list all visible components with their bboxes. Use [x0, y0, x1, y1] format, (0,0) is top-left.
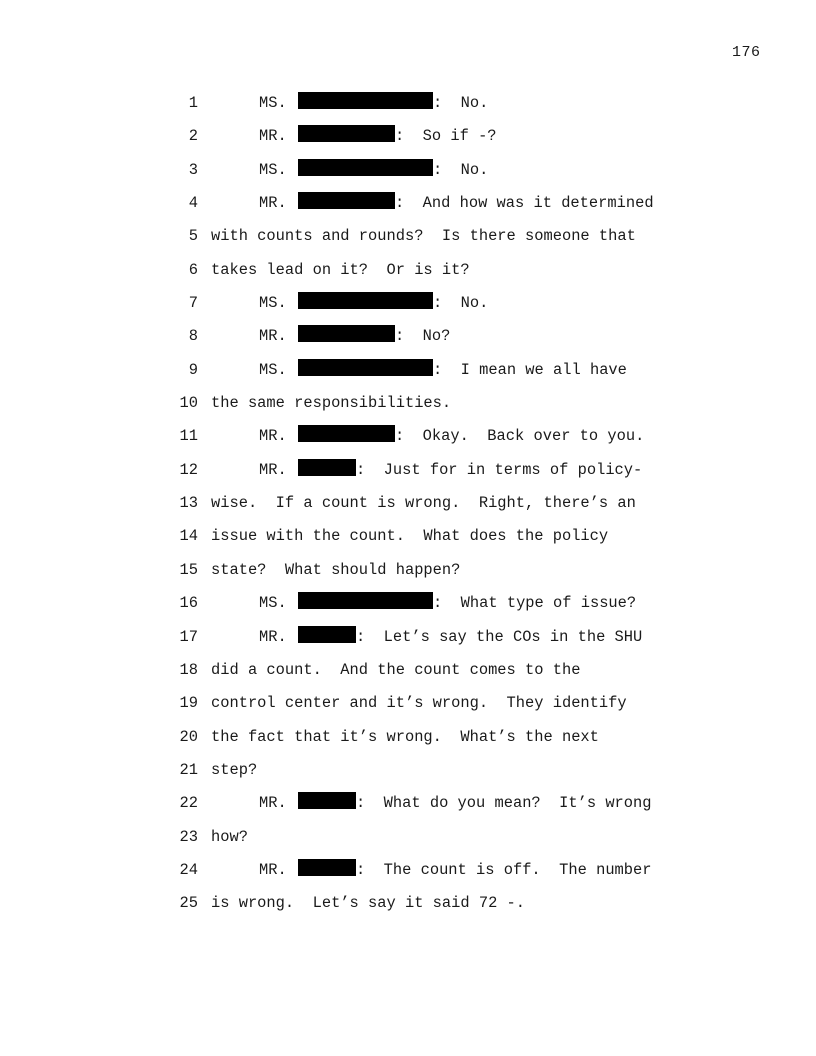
- line-text: [259, 192, 654, 214]
- line-number: 2: [188, 127, 198, 146]
- redaction-bar: [298, 292, 433, 309]
- line-number: 12: [179, 460, 198, 479]
- redaction-bar: [298, 459, 356, 476]
- line-segment: MR.: [259, 460, 296, 479]
- line-segment: MS.: [259, 160, 296, 179]
- line-number: 22: [179, 794, 198, 813]
- line-segment: issue with the count. What does the policy: [211, 527, 609, 546]
- line-number: 21: [179, 760, 198, 779]
- transcript-line: [0, 659, 816, 692]
- line-segment: MS.: [259, 94, 296, 112]
- line-number: 18: [179, 660, 198, 679]
- line-number: 4: [188, 194, 198, 213]
- transcript-line: [0, 92, 816, 125]
- transcript-line: [0, 359, 816, 392]
- transcript-line: [0, 692, 816, 725]
- line-number: 24: [179, 860, 198, 879]
- line-number: 1: [188, 94, 198, 112]
- transcript-line: [0, 892, 816, 925]
- line-segment: MR.: [259, 194, 296, 213]
- line-text: [259, 159, 488, 181]
- transcript-line: [0, 392, 816, 425]
- line-number: 13: [179, 494, 198, 513]
- transcript-line: [0, 759, 816, 792]
- line-segment: MR.: [259, 127, 296, 146]
- line-text: [259, 125, 497, 147]
- line-text: [211, 492, 636, 514]
- line-segment: step?: [211, 760, 258, 779]
- transcript-line: [0, 626, 816, 659]
- line-text: [211, 559, 460, 581]
- line-segment: control center and it’s wrong. They identify: [211, 694, 627, 713]
- transcript-line: [0, 559, 816, 592]
- line-segment: MR.: [259, 794, 296, 813]
- redaction-bar: [298, 859, 356, 876]
- line-segment: : No?: [394, 327, 451, 346]
- line-number: 6: [188, 260, 198, 279]
- line-text: [259, 359, 627, 381]
- line-segment: : So if -?: [394, 127, 497, 146]
- line-number: 11: [179, 427, 198, 446]
- line-text: [259, 459, 642, 481]
- transcript-line: [0, 325, 816, 358]
- line-text: [259, 92, 488, 114]
- line-number: 14: [179, 527, 198, 546]
- transcript-line: [0, 292, 816, 325]
- line-segment: the same responsibilities.: [211, 394, 452, 413]
- line-text: [211, 726, 599, 748]
- line-number: 3: [188, 160, 198, 179]
- line-text: [211, 892, 525, 914]
- line-segment: : I mean we all have: [432, 360, 627, 379]
- redaction-bar: [298, 192, 395, 209]
- line-segment: : No.: [432, 294, 489, 313]
- line-text: [259, 325, 450, 347]
- transcript-line: [0, 792, 816, 825]
- transcript-line: [0, 425, 816, 458]
- line-segment: MS.: [259, 360, 296, 379]
- line-segment: is wrong. Let’s say it said 72 -.: [211, 894, 526, 913]
- transcript-line: [0, 726, 816, 759]
- line-number: 23: [179, 827, 198, 846]
- line-text: [211, 659, 580, 681]
- line-text: [259, 859, 652, 881]
- line-number: 7: [188, 294, 198, 313]
- line-text: [211, 826, 248, 848]
- line-number: 16: [179, 594, 198, 613]
- page-number: 176: [732, 44, 761, 61]
- redaction-bar: [298, 159, 433, 176]
- line-text: [259, 592, 636, 614]
- line-segment: : No.: [432, 160, 489, 179]
- line-segment: MR.: [259, 427, 296, 446]
- line-number: 8: [188, 327, 198, 346]
- redaction-bar: [298, 125, 395, 142]
- line-segment: takes lead on it? Or is it?: [211, 260, 470, 279]
- line-text: [211, 392, 451, 414]
- line-segment: MR.: [259, 627, 296, 646]
- redaction-bar: [298, 325, 395, 342]
- transcript-line: [0, 225, 816, 258]
- line-segment: : What do you mean? It’s wrong: [355, 794, 652, 813]
- line-segment: MR.: [259, 327, 296, 346]
- line-text: [211, 259, 470, 281]
- line-text: [259, 626, 642, 648]
- redaction-bar: [298, 792, 356, 809]
- line-segment: : The count is off. The number: [355, 860, 652, 879]
- line-number: 17: [179, 627, 198, 646]
- line-segment: : Just for in terms of policy-: [355, 460, 643, 479]
- line-number: 9: [188, 360, 198, 379]
- line-text: [259, 792, 652, 814]
- line-text: [211, 759, 257, 781]
- line-segment: MS.: [259, 594, 296, 613]
- transcript-line: [0, 159, 816, 192]
- line-text: [211, 225, 636, 247]
- line-segment: : No.: [432, 94, 489, 112]
- line-segment: : Let’s say the COs in the SHU: [355, 627, 643, 646]
- line-segment: with counts and rounds? Is there someone that: [211, 227, 636, 246]
- line-segment: : What type of issue?: [432, 594, 637, 613]
- line-number: 5: [188, 227, 198, 246]
- transcript-line: [0, 259, 816, 292]
- transcript-line: [0, 826, 816, 859]
- line-segment: did a count. And the count comes to the: [211, 660, 581, 679]
- transcript-line: [0, 859, 816, 892]
- redaction-bar: [298, 592, 433, 609]
- line-number: 15: [179, 560, 198, 579]
- redaction-bar: [298, 425, 395, 442]
- line-segment: MS.: [259, 294, 296, 313]
- line-segment: MR.: [259, 860, 296, 879]
- line-text: [259, 425, 644, 447]
- line-segment: : And how was it determined: [394, 194, 654, 213]
- line-text: [259, 292, 488, 314]
- transcript-line: [0, 492, 816, 525]
- redaction-bar: [298, 92, 433, 109]
- redaction-bar: [298, 359, 433, 376]
- line-number: 10: [179, 394, 198, 413]
- line-segment: : Okay. Back over to you.: [394, 427, 645, 446]
- transcript-line: [0, 192, 816, 225]
- redaction-bar: [298, 626, 356, 643]
- transcript-line: [0, 525, 816, 558]
- transcript-line: [0, 459, 816, 492]
- transcript-line: [0, 125, 816, 158]
- line-segment: state? What should happen?: [211, 560, 461, 579]
- line-segment: wise. If a count is wrong. Right, there’s an: [211, 494, 636, 513]
- transcript-line: [0, 592, 816, 625]
- transcript-body: [0, 92, 816, 926]
- line-text: [211, 525, 608, 547]
- line-segment: the fact that it’s wrong. What’s the next: [211, 727, 599, 746]
- line-number: 20: [179, 727, 198, 746]
- line-segment: how?: [211, 827, 248, 846]
- line-number: 19: [179, 694, 198, 713]
- line-text: [211, 692, 627, 714]
- line-number: 25: [179, 894, 198, 913]
